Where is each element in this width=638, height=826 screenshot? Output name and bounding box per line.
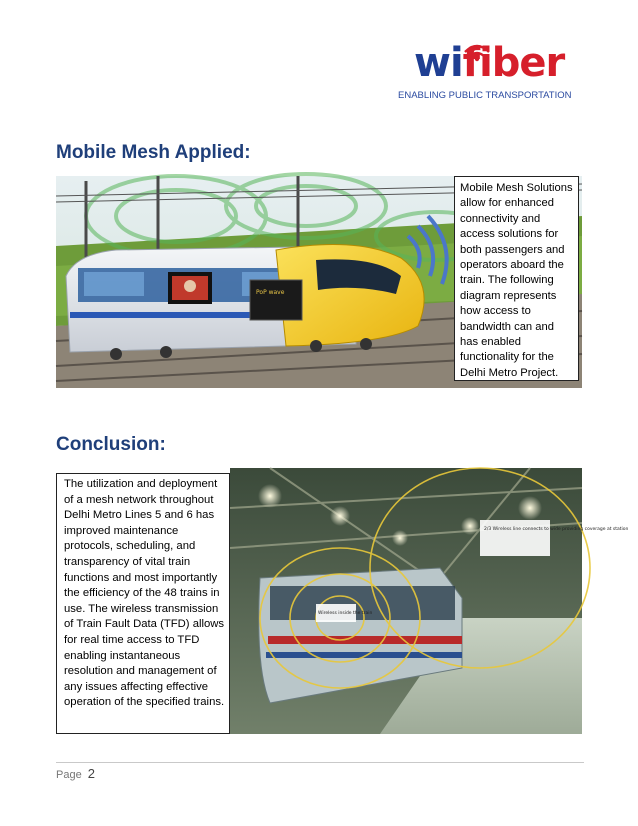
logo-fiber: fiber (462, 40, 565, 86)
svg-text:2/3 Wireless line connects to (484, 526, 629, 532)
mobile-mesh-callout: Mobile Mesh Solutions allow for enhanced connectivity and access solutions for both passengers and operators aboard the train. The following diagram represents how access to bandwidth can and has enabled functionality for the Delhi Metro Project. (454, 176, 579, 381)
mobile-mesh-heading: Mobile Mesh Applied: (56, 142, 251, 163)
footer-divider (56, 762, 584, 763)
conclusion-callout: The utilization and deployment of a mesh network throughout Delhi Metro Lines 5 and 6 has improved maintenance protocols, scheduling, and transparency of vital train functions and most importantly the efficiency of the 48 trains in use. The wireless transmission of Train Fault Data (TFD) allows for real time access to TFD enabling instantaneous resolution and management of any issues affecting effective operation of the specified trains. (56, 473, 230, 734)
device-label: PoP wave (256, 289, 285, 296)
logo-wi: wi (414, 40, 463, 86)
svg-text:Wireless inside the train (318, 610, 372, 616)
page-footer (56, 766, 95, 781)
wifiber-logo (398, 38, 588, 106)
station-photo-svg (230, 468, 629, 734)
page-number: 2 (87, 766, 95, 781)
photo-note-2: Wireless inside the train (318, 611, 373, 616)
logo-wordmark (414, 40, 564, 86)
conclusion-heading: Conclusion: (56, 434, 166, 455)
logo-tagline: ENABLING PUBLIC TRANSPORTATION (398, 90, 572, 101)
photo-note-1: 2/3 Wireless line connects to wide providing coverage at station (484, 527, 629, 532)
page-label: Page (56, 769, 82, 781)
metro-station-photo (230, 468, 629, 734)
